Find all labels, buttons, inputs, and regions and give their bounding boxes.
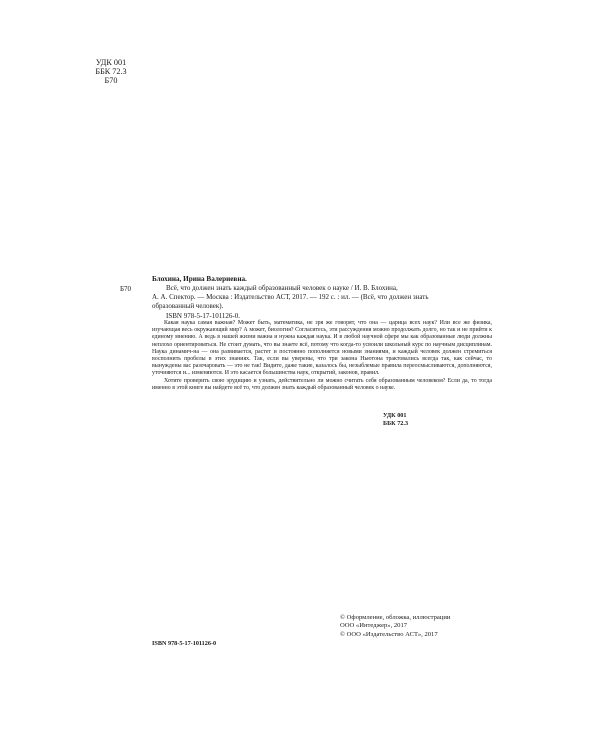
catalog-description	[152, 284, 492, 321]
copyright-line: © ООО «Издательство АСТ», 2017	[340, 630, 438, 638]
catalog-abstract	[152, 320, 492, 392]
copyright-block	[340, 614, 450, 639]
bbk-code: ББК 72.3	[383, 420, 409, 427]
copyright-line: © Оформление, обложка, иллюстрации	[340, 614, 451, 621]
udk-code: УДК 001	[383, 412, 407, 419]
catalog-author: Блохина, Ирина Валериевна.	[152, 275, 247, 283]
abstract-paragraph: Хотите проверить свою эрудицию и узнать, действительно ли можно считать себя образованным человеком? Если да, то тогда именно в этой книге вы найдете всё то, что должен знать каждый образованный человек о науке.	[152, 377, 492, 391]
author-mark: Б70	[104, 76, 118, 85]
copyright-line: ООО «Интеджер», 2017	[340, 622, 408, 630]
right-classification-codes	[383, 412, 408, 428]
isbn-bottom: ISBN 978-5-17-101126-0	[152, 640, 217, 647]
entry-line: А. А. Спектор. — Москва : Издательство АСТ, 2017. — 192 с. : ил. — (Всё, что должен знать	[152, 293, 429, 302]
abstract-paragraph: Какая наука самая важная? Может быть, математика, не зря же говорят, что она — царица всех наук? Или все же физика, изучающая весь окружающий мир? А может, биология? Согласитесь, эти рассуждения можно продолжать долго, но так и не прийти к единому мнению. А ведь в нашей жизни важна и нужна каждая наука. И в любой научной сфере мы как образованные люди должны неплохо ориентироваться. Не стоит думать, что вы знаете всё, потому что когда-то усвоили школьный курс по научным дисциплинам. Наука динамич-на — она развивается, растет и постоянно пополняется новыми знаниями, и каждый человек должен стремиться восполнить пробелы в этих знаниях. Так, если вы уверены, что три закона Ньютона трактовались всегда так, как сейчас, то вынуждены вас разочаровать — это не так! Видите, даже такие, казалось бы, незыблемые правила переосмысливаются, дополняются, уточняются и... изменяются. И это касается большинства наук, открытий, законов, правил.	[152, 320, 492, 377]
top-classification-codes	[86, 58, 136, 85]
entry-line: образованный человек).	[152, 302, 224, 311]
udk-code: УДК 001	[95, 58, 127, 67]
bbk-code: ББК 72.3	[95, 67, 127, 76]
catalog-author-mark: Б70	[120, 285, 132, 293]
entry-line: Всё, что должен знать каждый образованный человек о науке / И. В. Блохина,	[166, 284, 398, 292]
entry-isbn: ISBN 978-5-17-101126-0.	[166, 311, 241, 320]
